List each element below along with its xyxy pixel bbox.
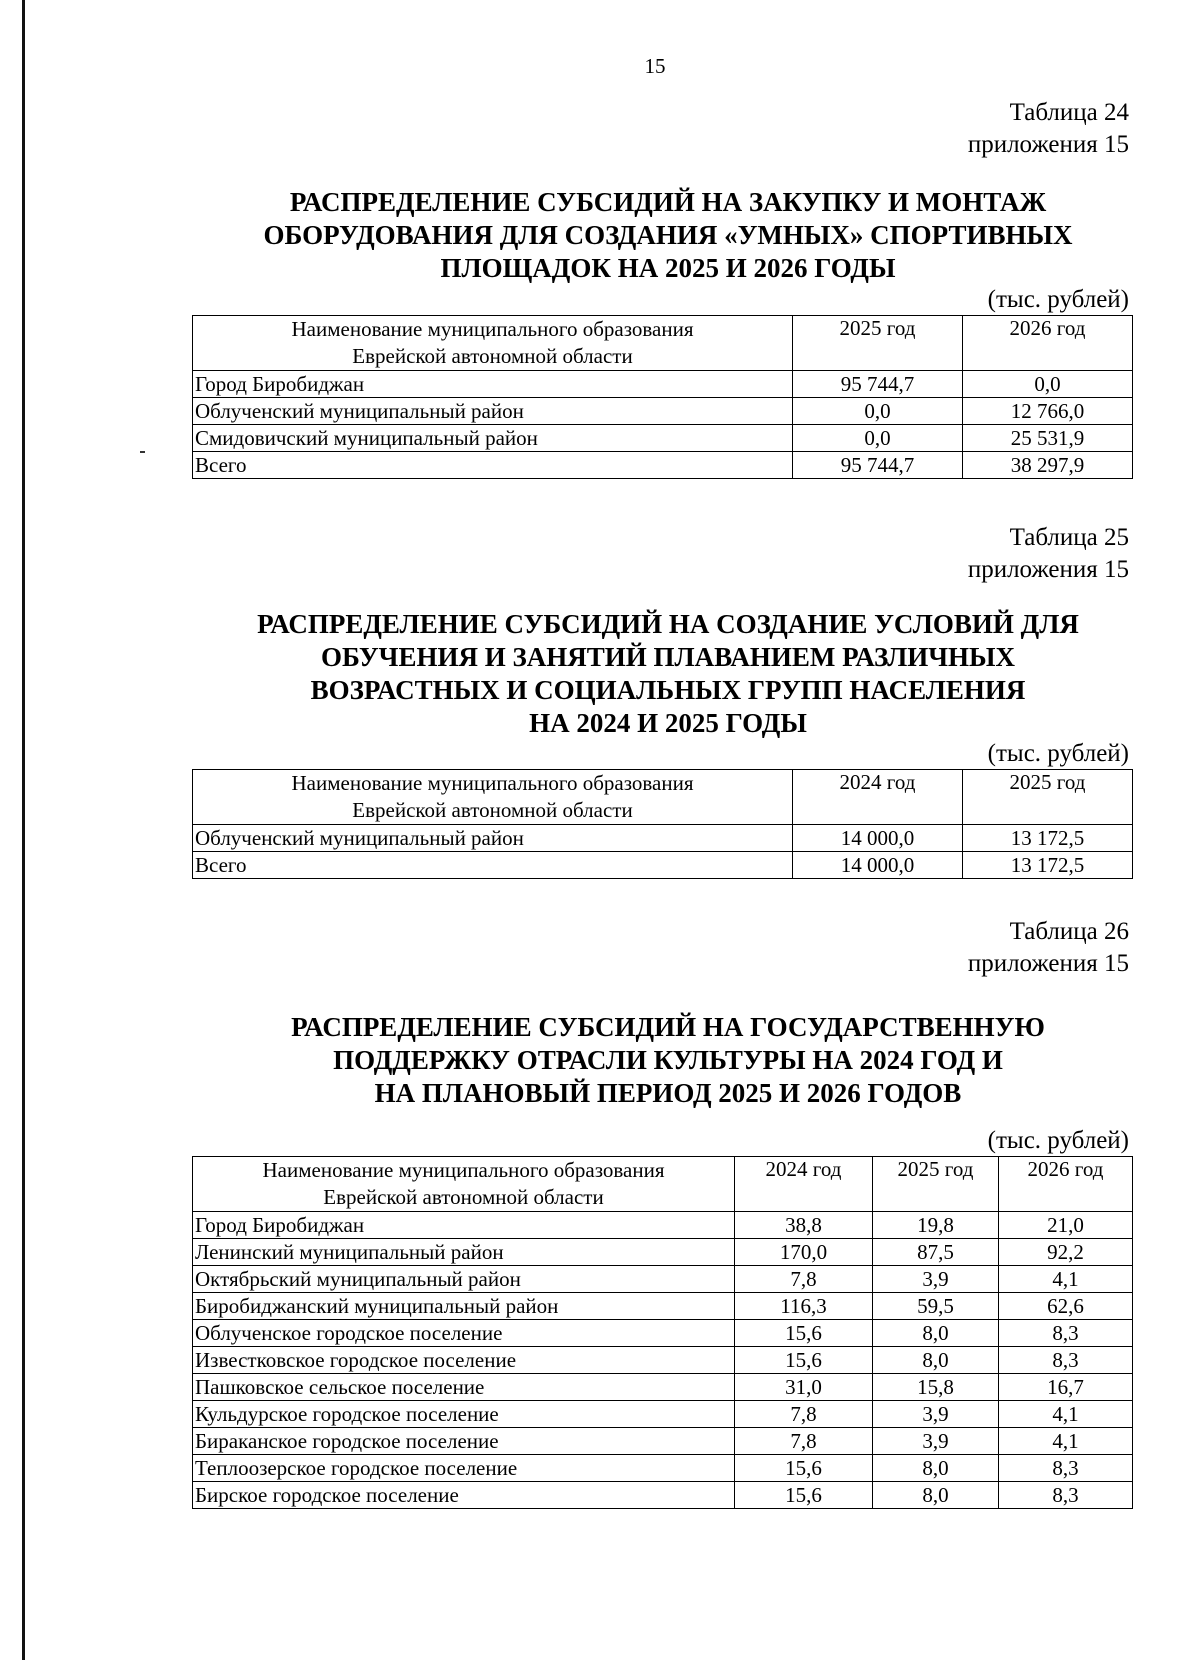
column-header-name-line: Еврейской автономной области <box>323 1185 604 1209</box>
row-value: 16,7 <box>999 1374 1133 1401</box>
column-header-year: 2026 год <box>963 316 1133 371</box>
row-value: 8,3 <box>999 1320 1133 1347</box>
row-name: Биробиджанский муниципальный район <box>193 1293 735 1320</box>
row-value: 8,0 <box>873 1320 999 1347</box>
column-header-name-line: Еврейской автономной области <box>352 344 633 368</box>
table-24-title <box>190 186 1146 285</box>
row-value: 8,0 <box>873 1347 999 1374</box>
row-value: 4,1 <box>999 1266 1133 1293</box>
row-name: Пашковское сельское поселение <box>193 1374 735 1401</box>
row-name: Известковское городское поселение <box>193 1347 735 1374</box>
table-row <box>193 1401 1133 1428</box>
row-name: Бирское городское поселение <box>193 1482 735 1509</box>
row-value: 95 744,7 <box>793 371 963 398</box>
table-row <box>193 1266 1133 1293</box>
row-name: Всего <box>193 452 793 479</box>
table-26 <box>192 1156 1133 1509</box>
table-26-title <box>190 1011 1146 1110</box>
row-name: Облученский муниципальный район <box>193 825 793 852</box>
table-25-title-line: ОБУЧЕНИЯ И ЗАНЯТИЙ ПЛАВАНИЕМ РАЗЛИЧНЫХ <box>320 642 1016 672</box>
table-total-row <box>193 852 1133 879</box>
column-header-name-line: Наименование муниципального образования <box>262 1158 665 1182</box>
row-name: Бираканское городское поселение <box>193 1428 735 1455</box>
column-header-name-line: Наименование муниципального образования <box>291 771 694 795</box>
table-25-caption-appendix: приложения 15 <box>967 556 1129 583</box>
table-26-units: (тыс. рублей) <box>987 1127 1129 1154</box>
row-value: 59,5 <box>873 1293 999 1320</box>
row-value: 3,9 <box>873 1266 999 1293</box>
table-24-caption-number: Таблица 24 <box>1009 99 1129 126</box>
page-number: 15 <box>644 54 666 78</box>
row-value: 7,8 <box>735 1401 873 1428</box>
row-name: Город Биробиджан <box>193 371 793 398</box>
table-25-title-line: ВОЗРАСТНЫХ И СОЦИАЛЬНЫХ ГРУПП НАСЕЛЕНИЯ <box>310 675 1026 705</box>
row-value: 15,6 <box>735 1455 873 1482</box>
row-name: Облученский муниципальный район <box>193 398 793 425</box>
column-header-name-line: Наименование муниципального образования <box>291 317 694 341</box>
table-header-row <box>193 770 1133 825</box>
table-26-caption-number: Таблица 26 <box>1009 918 1129 945</box>
row-value: 116,3 <box>735 1293 873 1320</box>
table-24-title-line: ОБОРУДОВАНИЯ ДЛЯ СОЗДАНИЯ «УМНЫХ» СПОРТИВНЫХ <box>263 220 1073 250</box>
row-name: Кульдурское городское поселение <box>193 1401 735 1428</box>
table-row <box>193 1347 1133 1374</box>
row-value: 15,6 <box>735 1482 873 1509</box>
row-value: 15,6 <box>735 1320 873 1347</box>
table-24-title-line: ПЛОЩАДОК НА 2025 И 2026 ГОДЫ <box>440 253 896 283</box>
table-26-caption-appendix: приложения 15 <box>967 950 1129 977</box>
table-26-caption <box>968 916 1129 980</box>
row-value: 170,0 <box>735 1239 873 1266</box>
row-value: 14 000,0 <box>793 825 963 852</box>
column-header-year: 2025 год <box>963 770 1133 825</box>
table-row <box>193 398 1133 425</box>
table-24 <box>192 315 1133 479</box>
table-25-units: (тыс. рублей) <box>987 740 1129 767</box>
row-value: 14 000,0 <box>793 852 963 879</box>
row-value: 3,9 <box>873 1401 999 1428</box>
table-row <box>193 1320 1133 1347</box>
row-name: Теплоозерское городское поселение <box>193 1455 735 1482</box>
row-value: 8,0 <box>873 1455 999 1482</box>
table-25-title <box>190 608 1146 740</box>
row-value: 8,0 <box>873 1482 999 1509</box>
row-value: 0,0 <box>793 398 963 425</box>
row-value: 95 744,7 <box>793 452 963 479</box>
table-25 <box>192 769 1133 879</box>
table-row <box>193 425 1133 452</box>
table-row <box>193 371 1133 398</box>
row-value: 8,3 <box>999 1482 1133 1509</box>
table-header-row <box>193 316 1133 371</box>
table-total-row <box>193 452 1133 479</box>
row-value: 38 297,9 <box>963 452 1133 479</box>
table-25-title-line: НА 2024 И 2025 ГОДЫ <box>529 708 807 738</box>
row-value: 7,8 <box>735 1266 873 1293</box>
column-header-year: 2025 год <box>873 1157 999 1212</box>
column-header-year: 2024 год <box>735 1157 873 1212</box>
table-26-title-line: НА ПЛАНОВЫЙ ПЕРИОД 2025 И 2026 ГОДОВ <box>374 1078 962 1108</box>
table-row <box>193 825 1133 852</box>
row-name: Город Биробиджан <box>193 1212 735 1239</box>
table-row <box>193 1455 1133 1482</box>
row-value: 8,3 <box>999 1347 1133 1374</box>
column-header-name <box>193 770 793 825</box>
table-row <box>193 1482 1133 1509</box>
row-name: Облученское городское поселение <box>193 1320 735 1347</box>
table-25-caption <box>968 522 1129 586</box>
column-header-year: 2026 год <box>999 1157 1133 1212</box>
table-row <box>193 1374 1133 1401</box>
table-row <box>193 1212 1133 1239</box>
row-value: 13 172,5 <box>963 825 1133 852</box>
row-value: 25 531,9 <box>963 425 1133 452</box>
row-value: 0,0 <box>793 425 963 452</box>
table-25-title-line: РАСПРЕДЕЛЕНИЕ СУБСИДИЙ НА СОЗДАНИЕ УСЛОВИЙ ДЛЯ <box>257 609 1079 639</box>
table-row <box>193 1428 1133 1455</box>
page-left-border <box>22 0 25 1660</box>
column-header-name <box>193 1157 735 1212</box>
row-value: 0,0 <box>963 371 1133 398</box>
row-value: 21,0 <box>999 1212 1133 1239</box>
table-26-title-line: РАСПРЕДЕЛЕНИЕ СУБСИДИЙ НА ГОСУДАРСТВЕННУЮ <box>291 1012 1045 1042</box>
row-value: 12 766,0 <box>963 398 1133 425</box>
stray-mark <box>140 451 145 453</box>
row-value: 13 172,5 <box>963 852 1133 879</box>
column-header-name-line: Еврейской автономной области <box>352 798 633 822</box>
row-value: 87,5 <box>873 1239 999 1266</box>
table-25-caption-number: Таблица 25 <box>1009 524 1129 551</box>
row-value: 19,8 <box>873 1212 999 1239</box>
row-value: 8,3 <box>999 1455 1133 1482</box>
table-24-title-line: РАСПРЕДЕЛЕНИЕ СУБСИДИЙ НА ЗАКУПКУ И МОНТАЖ <box>289 187 1047 217</box>
table-26-title-line: ПОДДЕРЖКУ ОТРАСЛИ КУЛЬТУРЫ НА 2024 ГОД И <box>333 1045 1003 1075</box>
row-value: 15,6 <box>735 1347 873 1374</box>
table-24-units: (тыс. рублей) <box>987 286 1129 313</box>
table-24-caption-appendix: приложения 15 <box>967 131 1129 158</box>
row-value: 38,8 <box>735 1212 873 1239</box>
row-value: 7,8 <box>735 1428 873 1455</box>
row-value: 15,8 <box>873 1374 999 1401</box>
table-row <box>193 1239 1133 1266</box>
row-value: 92,2 <box>999 1239 1133 1266</box>
row-value: 3,9 <box>873 1428 999 1455</box>
row-value: 62,6 <box>999 1293 1133 1320</box>
column-header-year: 2025 год <box>793 316 963 371</box>
row-name: Ленинский муниципальный район <box>193 1239 735 1266</box>
row-value: 31,0 <box>735 1374 873 1401</box>
row-name: Октябрьский муниципальный район <box>193 1266 735 1293</box>
row-value: 4,1 <box>999 1428 1133 1455</box>
table-header-row <box>193 1157 1133 1212</box>
table-24-caption <box>968 97 1129 161</box>
table-row <box>193 1293 1133 1320</box>
row-value: 4,1 <box>999 1401 1133 1428</box>
row-name: Смидовичский муниципальный район <box>193 425 793 452</box>
column-header-name <box>193 316 793 371</box>
column-header-year: 2024 год <box>793 770 963 825</box>
row-name: Всего <box>193 852 793 879</box>
